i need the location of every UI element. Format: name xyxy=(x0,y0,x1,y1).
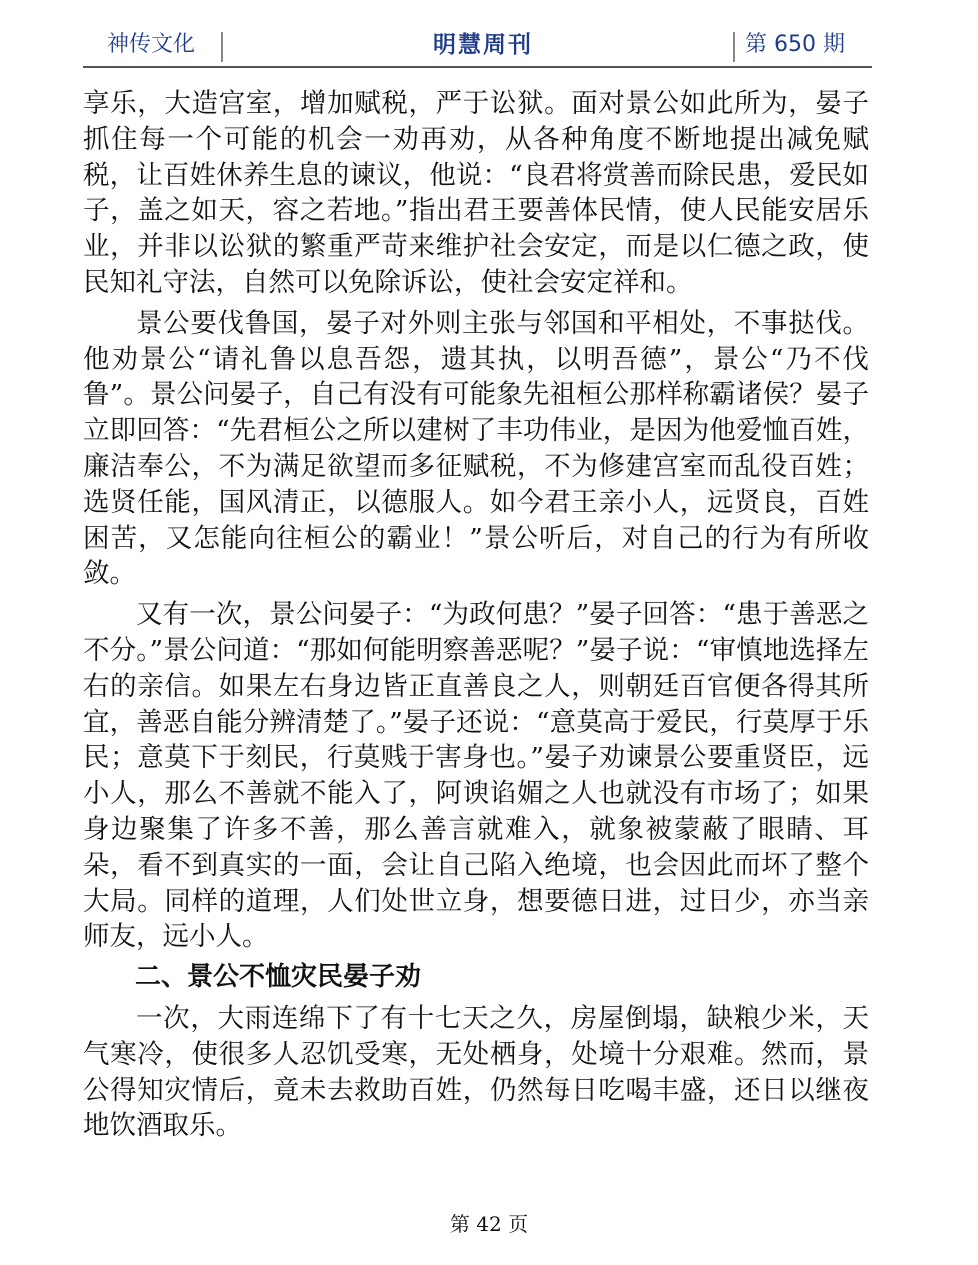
paragraph: 又有一次，景公问晏子：“为政何患？”晏子回答：“患于善恶之不分。”景公问道：“那如何能明察善恶呢？”晏子说：“审慎地选择左右的亲信。如果左右身边皆正直善良之人，则朝廷百官便各得其所宜，善恶自能分辨清楚了。”晏子还说：“意莫高于爱民，行莫厚于乐民；意莫下于刻民，行莫贱于害身也。”晏子劝谏景公要重贤臣，远小人，那么不善就不能入了，阿谀谄媚之人也就没有市场了；如果身边聚集了许多不善，那么善言就难入，就象被蒙蔽了眼睛、耳朵，看不到真实的一面，会让自己陷入绝境，也会因此而坏了整个大局。同样的道理，人们处世立身，想要德日进，过日少，亦当亲师友，远小人。 xyxy=(83,599,869,953)
paragraph: 景公要伐鲁国，晏子对外则主张与邻国和平相处，不事挞伐。他劝景公“请礼鲁以息吾怨，遗其执，以明吾德”，景公“乃不伐鲁”。景公问晏子，自己有没有可能象先祖桓公那样称霸诸侯？晏子立即回答：“先君桓公之所以建树了丰功伟业，是因为他爱恤百姓，廉洁奉公，不为满足欲望而多征赋税，不为修建宫室而乱役百姓；选贤任能，国风清正，以德服人。如今君王亲小人，远贤良，百姓困苦，又怎能向往桓公的霸业！”景公听后，对自己的行为有所收敛。 xyxy=(83,307,869,590)
article-body xyxy=(83,86,869,1144)
page-header xyxy=(83,24,872,68)
section-heading: 二、景公不恤灾民晏子劝 xyxy=(135,962,422,993)
header-publication-title: 明慧周刊 xyxy=(433,32,533,58)
paragraph-continued: 享乐，大造宫室，增加赋税，严于讼狱。面对景公如此所为，晏子抓住每一个可能的机会一劝再劝，从各种角度不断地提出减免赋税，让百姓休养生息的谏议，他说：“良君将赏善而除民患，爱民如子，盖之如天，容之若地。”指出君王要善体民情，使人民能安居乐业，并非以讼狱的繁重严苛来维护社会安定，而是以仁德之政，使民知礼守法，自然可以免除诉讼，使社会安定祥和。 xyxy=(83,88,869,298)
header-issue-number: 第 650 期 xyxy=(745,32,845,57)
header-divider-left xyxy=(221,32,223,62)
page-number: 第 42 页 xyxy=(449,1212,529,1236)
header-divider-right xyxy=(733,32,735,62)
header-column-name: 神传文化 xyxy=(107,32,196,57)
section-paragraph: 一次，大雨连绵下了有十七天之久，房屋倒塌，缺粮少米，天气寒冷，使很多人忍饥受寒，无处栖身，处境十分艰难。然而，景公得知灾情后，竟未去救助百姓，仍然每日吃喝丰盛，还日以继夜地饮酒取乐。 xyxy=(83,1002,869,1142)
